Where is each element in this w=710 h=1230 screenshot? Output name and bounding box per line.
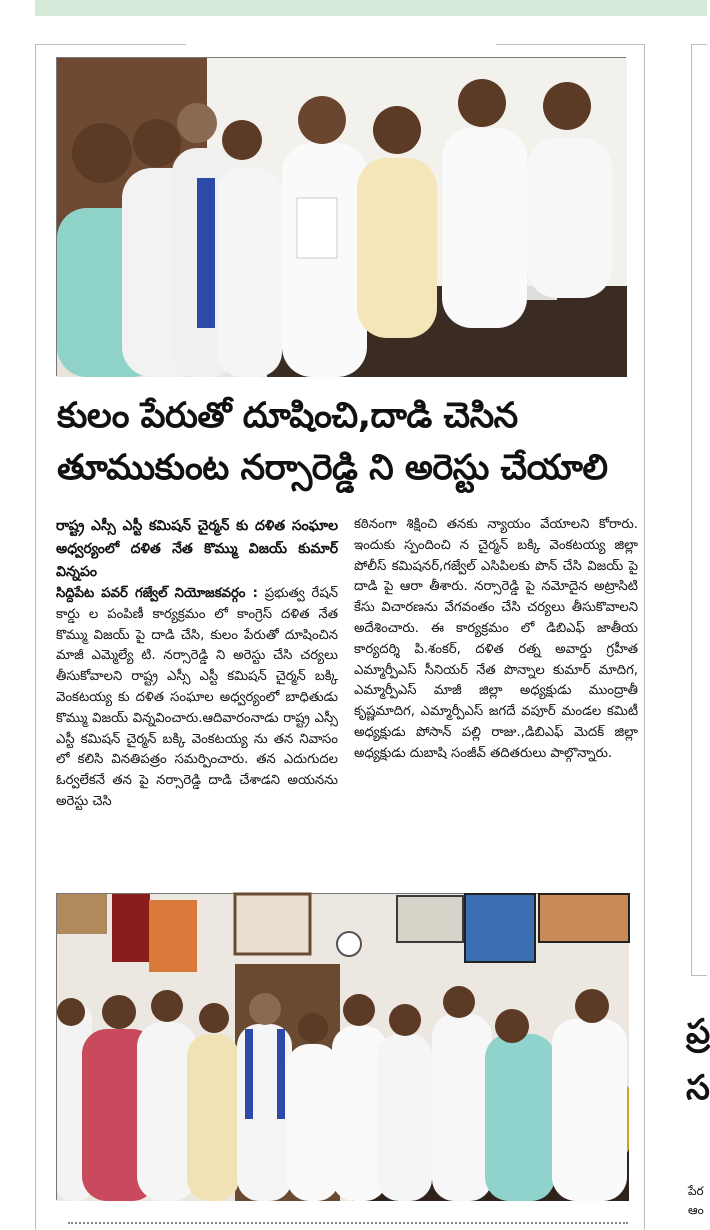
adjacent-text-fragment <box>688 1182 707 1220</box>
photo-petition-illustration <box>57 58 627 377</box>
article-dateline: సిద్దిపేట పవర్ గజ్వేల్ నియోజకవర్గం : <box>56 586 258 601</box>
adjacent-article-frame <box>691 44 707 976</box>
photo-petition-handover <box>56 57 626 376</box>
article-subheading: రాష్ట్ర ఎస్సీ ఎస్టీ కమిషన్ చైర్మన్ కు దళిత సంఘాల అధ్వర్యంలో దళిత నేత కొమ్ము విజయ్ కుమార్ విన్నపం <box>56 518 338 580</box>
adjacent-body-text: పేర ఆం <box>688 1184 704 1217</box>
article-column-left <box>56 515 338 813</box>
article-column-right <box>354 515 638 765</box>
photo-group-illustration <box>57 894 629 1201</box>
adjacent-headline-fragment <box>686 1004 710 1116</box>
adjacent-headline-text: ప్ర స <box>686 1012 710 1108</box>
top-color-band <box>35 0 707 16</box>
article-body-left <box>56 584 338 813</box>
headline-line-1: కులం పేరుతో దూషించి,దాడి చెసిన <box>57 396 518 436</box>
article-body-right: కఠినంగా శిక్షించి తనకు న్యాయం వేయాలని కోరారు. ఇందుకు స్పందించి న చైర్మన్ బక్కి వెంకటయ్య జిల్లా పోలీస్ కమిషనర్,గజ్వేల్ ఎసిపిలకు పొన్ చేసి విజయ్ పై దాడి పై ఆరా తీశారు. నర్సారెడ్డి పై నమోదైన అట్రాసిటి కేసు విచారణను వేగవంతం చేసి చర్యలు తీసుకొవాలని అదేశించారు. ఈ కార్యక్రమం లో డిబిఎఫ్ జాతీయ కార్యదర్శి పి.శంకర్, దళిత రత్న అవార్డు గ్రహీత ఎమ్మార్పీఎస్ సీనియర్ నేత పొన్నాల కుమార్ మాదిగ, ఎమ్మార్పీఎస్ మాజీ జిల్లా అధ్యక్షుడు ముంద్రాతీ కృష్ణమాదిగ, ఎమ్మార్పీఎస్ జగదే వపూర్ మండల కమిటీ అధ్యక్షుడు పోసాన్ పల్లి రాజు.,డిబిఎఫ్ మెదక్ జిల్లా అధ్యక్షుడు దుబాషి సంజీవ్ తదితరులు పాల్గొన్నారు. <box>354 517 638 761</box>
body-left-text: ప్రభుత్వ రేషన్ కార్డు ల పంపిణీ కార్యక్రమం లో కాంగ్రెస్ దళిత నేత కొమ్ము విజయ్ పై దాడి చేసి, కులం పేరుతో దూషించిన మాజీ ఎమ్మెల్యే టి. నర్సారెడ్డి ని అరెస్టు చేసి చర్యలు తీసుకోవాలని రాష్ట్ర ఎస్సీ ఎస్టీ కమిషన్ చైర్మన్ బక్కి వెంకటయ్య కు దళిత సంఘాల అధ్వర్యంలో బాధితుడు కొమ్ము విజయ్ విన్నవించారు.ఆదివారంనాడు రాష్ట్ర ఎస్సీ ఎస్టీ కమిషన్ చైర్మన్ బక్కి వెంకటయ్య ను తన నివాసం లో కలిసి వినతిపత్రం సమర్పించారు. తన ఎదుగుదల ఓర్వలేకనే తన పై నర్సారెడ్డి దాడి చేశాడని అయనను అరెస్టు చెసి <box>56 586 338 809</box>
headline-line-2: తూముకుంట నర్సారెడ్డి ని అరెస్టు చేయాలి <box>57 448 608 488</box>
article-headline <box>57 390 627 494</box>
photo-group <box>56 893 628 1200</box>
dotted-separator <box>68 1222 628 1224</box>
frame-gap <box>186 40 496 48</box>
